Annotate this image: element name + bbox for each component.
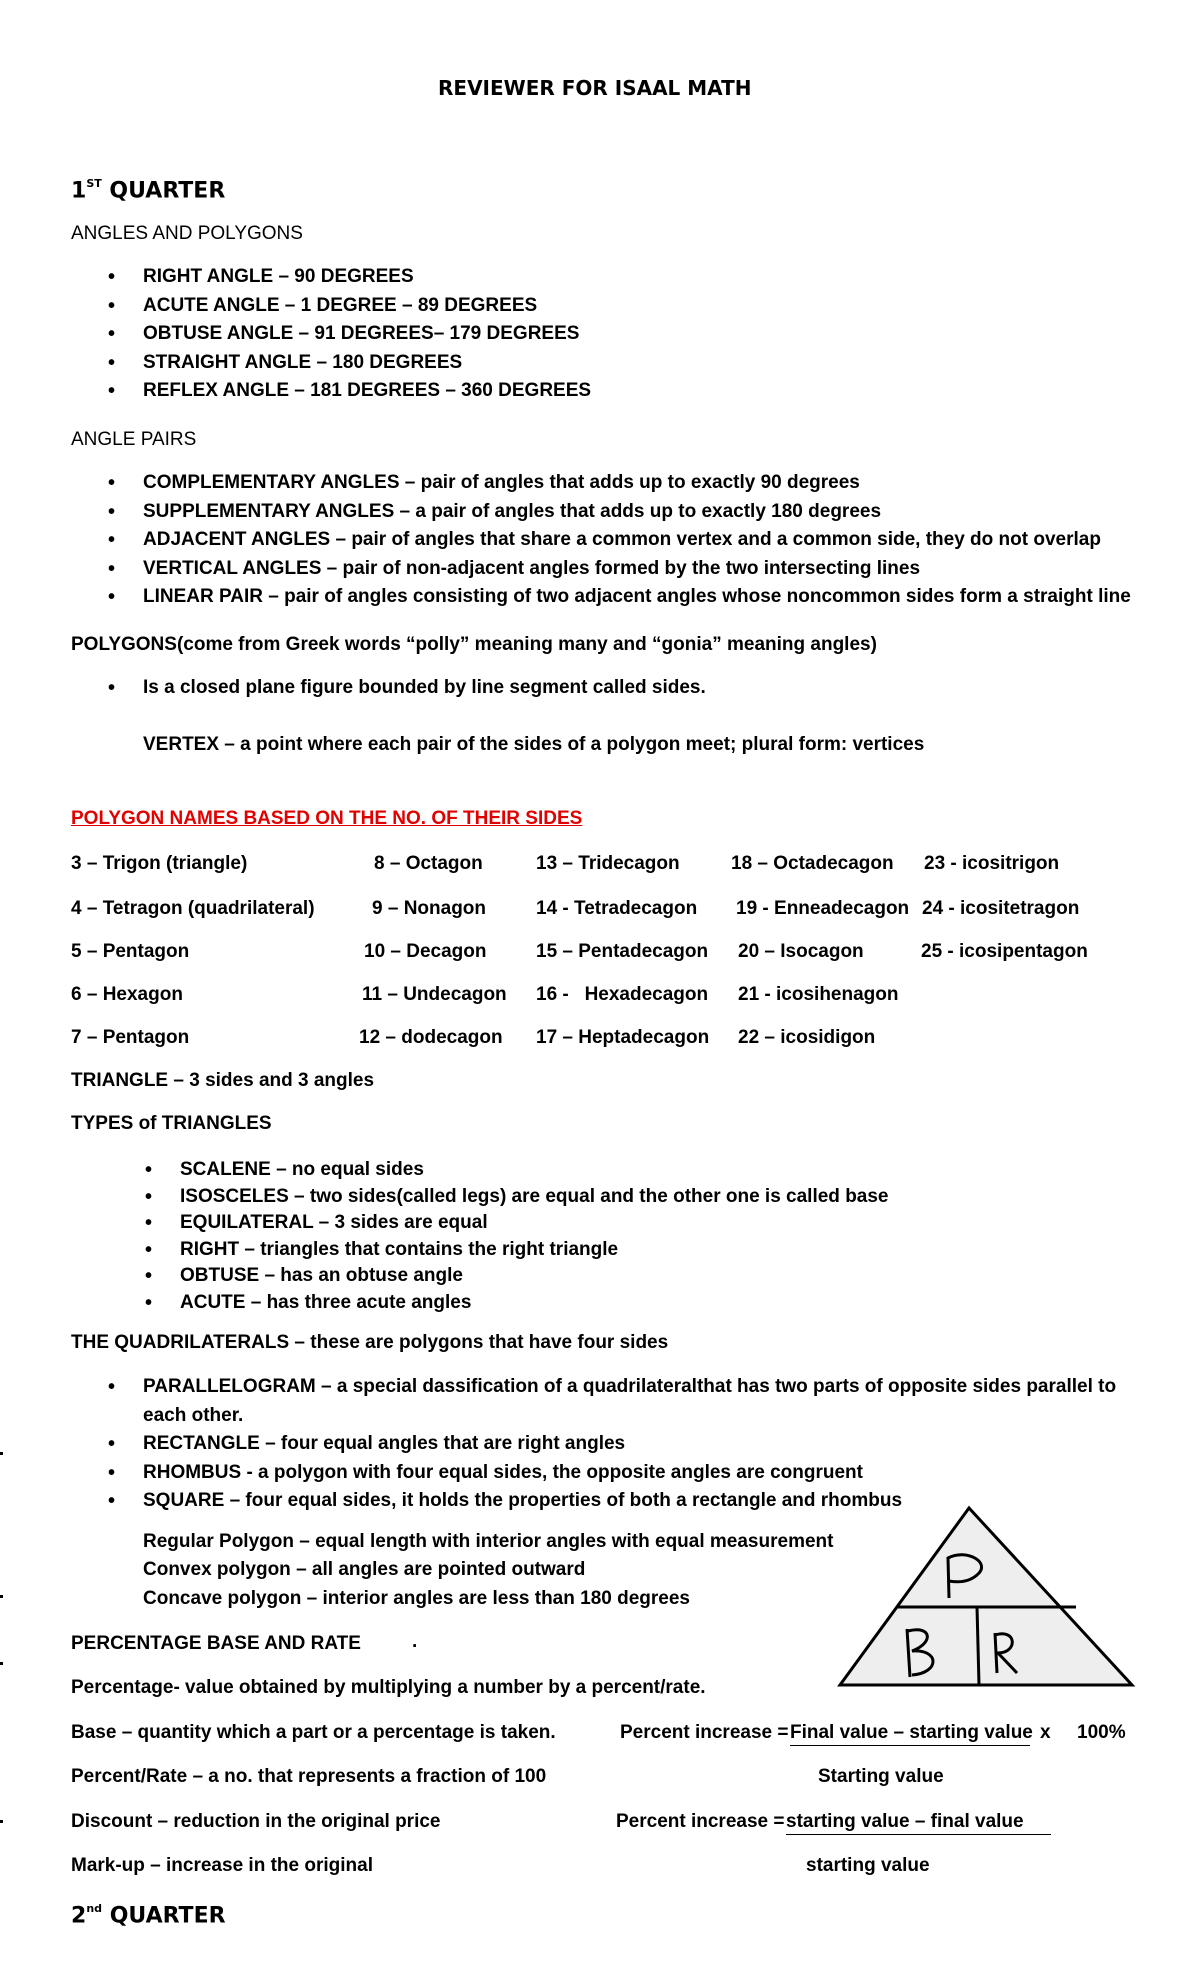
vertical-divider (977, 1607, 979, 1685)
polygon-name: 15 – Pentadecagon (536, 941, 709, 962)
page-title: REVIEWER FOR ISAAL MATH (438, 76, 752, 100)
polygon-name: 12 – dodecagon (359, 1027, 503, 1048)
dot-mark: . (412, 1631, 418, 1652)
margin-mark (0, 1820, 3, 1823)
formula-1-numerator: Final value – starting value (790, 1722, 1033, 1743)
quarter-2-number: 2 (71, 1903, 87, 1929)
polygons-list (143, 674, 706, 703)
formula-1-label: Percent increase = (620, 1722, 794, 1743)
margin-mark (0, 1595, 3, 1598)
polygon-name: 20 – Isocagon (738, 941, 864, 962)
quadrilaterals-list (143, 1373, 1116, 1516)
polygon-name: 23 - icositrigon (924, 853, 1060, 874)
margin-mark (0, 1452, 3, 1455)
polygon-name: 19 - Enneadecagon (736, 898, 910, 919)
quarter-2-heading (71, 1899, 226, 1928)
list-item: • ACUTE ANGLE – 1 DEGREE – 89 DEGREES (143, 292, 591, 321)
quarter-1-label: QUARTER (101, 178, 226, 204)
list-item: • EQUILATERAL – 3 sides are equal (180, 1210, 889, 1237)
triangle-types-heading: TYPES of TRIANGLES (71, 1113, 272, 1134)
list-item: • SQUARE – four equal sides, it holds the properties of both a rectangle and rhombus (143, 1487, 1116, 1516)
angle-pairs-heading: ANGLE PAIRS (71, 429, 197, 450)
polygon-name: 24 - icositetragon (922, 898, 1080, 919)
list-item: • RHOMBUS - a polygon with four equal sides, the opposite angles are congruent (143, 1459, 1116, 1488)
margin-mark (0, 1662, 3, 1665)
polygon-name: 18 – Octadecagon (731, 853, 894, 874)
percentage-definition: Percentage- value obtained by multiplying a number by a percent/rate. (71, 1677, 706, 1698)
polygon-name: 11 – Undecagon (362, 984, 507, 1005)
list-item: • COMPLEMENTARY ANGLES – pair of angles that adds up to exactly 90 degrees (143, 469, 1131, 498)
list-item: • SCALENE – no equal sides (180, 1157, 889, 1184)
angles-list (143, 263, 591, 406)
polygon-name: 13 – Tridecagon (536, 853, 680, 874)
formula-1-denominator: Starting value (818, 1766, 944, 1787)
polygon-type: Concave polygon – interior angles are less than 180 degrees (143, 1588, 690, 1609)
list-item: • RIGHT ANGLE – 90 DEGREES (143, 263, 591, 292)
list-item: • ISOSCELES – two sides(called legs) are equal and the other one is called base (180, 1184, 889, 1211)
polygon-name: 22 – icosidigon (738, 1027, 876, 1048)
triangle-definition: TRIANGLE – 3 sides and 3 angles (71, 1070, 375, 1091)
angle-pairs-list (143, 469, 1131, 612)
quadrilaterals-heading: THE QUADRILATERALS – these are polygons that have four sides (71, 1332, 669, 1353)
polygon-name: 21 - icosihenagon (738, 984, 899, 1005)
list-item: • REFLEX ANGLE – 181 DEGREES – 360 DEGREES (143, 377, 591, 406)
list-item (143, 1373, 1116, 1430)
angles-heading: ANGLES AND POLYGONS (71, 223, 303, 244)
formula-2-denominator: starting value (806, 1855, 930, 1876)
polygon-type: Convex polygon – all angles are pointed outward (143, 1559, 586, 1580)
formula-2-label: Percent increase = (616, 1811, 790, 1832)
list-item: • OBTUSE ANGLE – 91 DEGREES– 179 DEGREES (143, 320, 591, 349)
polygon-names-heading: POLYGON NAMES BASED ON THE NO. OF THEIR SIDES (71, 808, 583, 829)
list-item: • OBTUSE – has an obtuse angle (180, 1263, 889, 1290)
polygon-name: 5 – Pentagon (71, 941, 190, 962)
list-item: • RIGHT – triangles that contains the right triangle (180, 1237, 889, 1264)
formula-1-percent: 100% (1077, 1722, 1126, 1743)
polygon-name: 9 – Nonagon (372, 898, 487, 919)
base-definition: Base – quantity which a part or a percentage is taken. (71, 1722, 556, 1743)
polygon-name: 8 – Octagon (374, 853, 483, 874)
quarter-1-heading (71, 174, 225, 203)
markup-definition: Mark-up – increase in the original (71, 1855, 373, 1876)
triangle-shape (840, 1508, 1132, 1685)
percentage-heading: PERCENTAGE BASE AND RATE (71, 1633, 361, 1654)
quarter-2-label: QUARTER (102, 1903, 226, 1929)
formula-2-fraction-bar (786, 1834, 1051, 1835)
quarter-2-suffix: nd (86, 1902, 103, 1915)
polygon-name: 6 – Hexagon (71, 984, 183, 1005)
polygon-name: 3 – Trigon (triangle) (71, 853, 248, 874)
formula-2-numerator: starting value – final value (786, 1811, 1024, 1832)
parallelogram-continued: each other. (143, 1404, 244, 1426)
triangle-types-list (180, 1157, 889, 1316)
formula-1-fraction-bar (790, 1745, 1030, 1746)
formula-1-times: x (1040, 1722, 1051, 1743)
list-item: • RECTANGLE – four equal angles that are right angles (143, 1430, 1116, 1459)
rate-definition: Percent/Rate – a no. that represents a fraction of 100 (71, 1766, 547, 1787)
list-item: • ACUTE – has three acute angles (180, 1290, 889, 1317)
polygon-name: 25 - icosipentagon (921, 941, 1088, 962)
polygon-name: 14 - Tetradecagon (536, 898, 698, 919)
list-item: • ADJACENT ANGLES – pair of angles that share a common vertex and a common side, they do not overlap (143, 526, 1131, 555)
polygon-type: Regular Polygon – equal length with interior angles with equal measurement (143, 1531, 834, 1552)
discount-definition: Discount – reduction in the original price (71, 1811, 441, 1832)
list-item: • VERTICAL ANGLES – pair of non-adjacent angles formed by the two intersecting lines (143, 555, 1131, 584)
parallelogram-text: PARALLELOGRAM – a special dassification of a quadrilateralthat has two parts of opposite sides parallel to (143, 1376, 1117, 1397)
quarter-1-number: 1 (71, 178, 87, 204)
polygons-heading: POLYGONS(come from Greek words “polly” meaning many and “gonia” meaning angles) (71, 634, 877, 655)
list-item: • LINEAR PAIR – pair of angles consisting of two adjacent angles whose noncommon sides form a straight line (143, 583, 1131, 612)
polygon-name: 16 - Hexadecagon (536, 984, 709, 1005)
polygon-name: 4 – Tetragon (quadrilateral) (71, 898, 315, 919)
polygon-name: 7 – Pentagon (71, 1027, 190, 1048)
list-item: • STRAIGHT ANGLE – 180 DEGREES (143, 349, 591, 378)
polygon-name: 10 – Decagon (364, 941, 487, 962)
polygon-name: 17 – Heptadecagon (536, 1027, 710, 1048)
quarter-1-suffix: ST (86, 177, 102, 190)
pbr-triangle-diagram (832, 1503, 1146, 1693)
list-item: • Is a closed plane figure bounded by line segment called sides. (143, 674, 706, 703)
list-item: • SUPPLEMENTARY ANGLES – a pair of angles that adds up to exactly 180 degrees (143, 498, 1131, 527)
vertex-definition: VERTEX – a point where each pair of the sides of a polygon meet; plural form: vertices (143, 734, 925, 755)
